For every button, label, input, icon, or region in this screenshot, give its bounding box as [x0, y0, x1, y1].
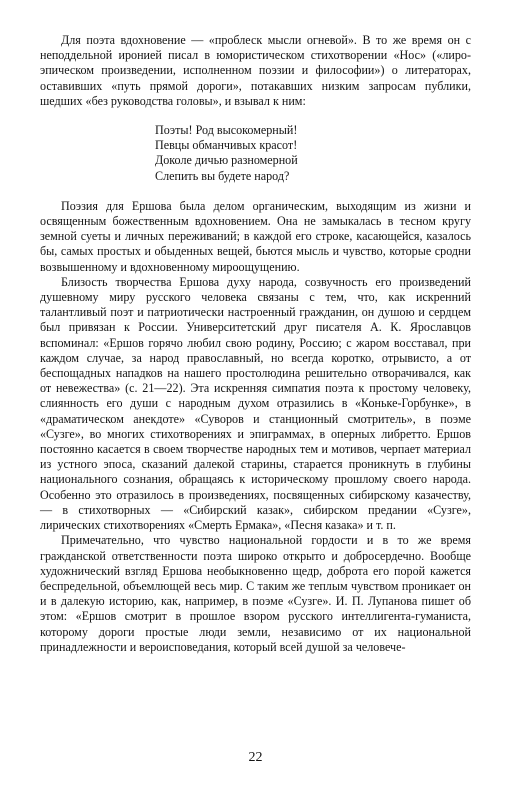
verse-line-4: Слепить вы будете народ? — [155, 168, 290, 183]
page-number: 22 — [248, 750, 263, 765]
verse-line-1: Поэты! Род высокомерный! — [155, 123, 298, 138]
paragraph-2: Поэзия для Ершова была делом органическим, выходящим из жизни и освященным божественным вдохновением. Она не замыкалась в тесном кругу земной суеты и личных переживаний; в каждой его строке, касающейся, казалось бы, самых простых и обыденных вещей, бьются мысль и чувство, которые сродни возвышенному и вдохновенному мироощущению. — [40, 198, 471, 274]
paragraph-3: Близость творчества Ершова духу народа, созвучность его произведений душевному миру русского человека связаны с тем, что, как искренний талантливый поэт и патриотически настроенный гражданин, он душою и сердцем был привязан к России. Университетский друг писателя А. К. Ярославцов вспоминал: «Ершов горячо любил свою родину, Россию; с жаром восставал, при каждом случае, за народ православный, но всегда коротко, отрывисто, а от беспощадных нападков на нашего простолюдина решительно отворачивался, как от невежества» (с. 21—22). Эта искренняя симпатия поэта к простому человеку, слиянность его души с народным духом отразились в «Коньке-Горбунке», в «драматическом анекдоте» «Суворов и станционный смотритель», в поэме «Сузге», во многих стихотворениях и эпиграммах, в оперных либретто. Ершов постоянно касается в своем творчестве народных тем и мотивов, черпает материал из устного эпоса, сказаний далекой старины, старается проникнуть в глубины национального сознания, обращаясь к историческому прошлому своего народа. Особенно это отразилось в произведениях, посвященных сибирскому казачеству, — в стихотворных — «Сибирский казак», сибирском предании «Сузге», лирических стихотворениях «Смерть Ермака», «Песня казака» и т. п. — [40, 274, 471, 533]
paragraph-1: Для поэта вдохновение — «проблеск мысли огневой». В то же время он с неподдельной иронией писал в юмористическом стихотворении «Нос» («лиро-эпическом произведении, исполненном поэзии и философии») о литераторах, оставивших «путь прямой дороги», потакавших низким запросам публики, шедших «без руководства головы», и взывал к ним: — [40, 33, 471, 108]
page-body — [40, 33, 471, 655]
verse-quote — [155, 123, 471, 184]
paragraph-4: Примечательно, что чувство национальной гордости и в то же время гражданской ответственности поэта широко открыто и добросердечно. Вообще художнический взгляд Ершова необыкновенно щедр, доброта его порой кажется беспредельной, объемлющей весь мир. С таким же теплым чувством проникает он и в далекую историю, как, например, в поэме «Сузге». И. П. Лупанова пишет об этом: «Ершов смотрит в прошлое взором русского интеллигента-гуманиста, которому дороги простые люди земли, независимо от их национальной принадлежности и вероисповедания, который всей душой за человече- — [40, 533, 471, 654]
verse-line-3: Доколе дичью разномерной — [155, 153, 298, 168]
verse-line-2: Певцы обманчивых красот! — [155, 138, 298, 153]
